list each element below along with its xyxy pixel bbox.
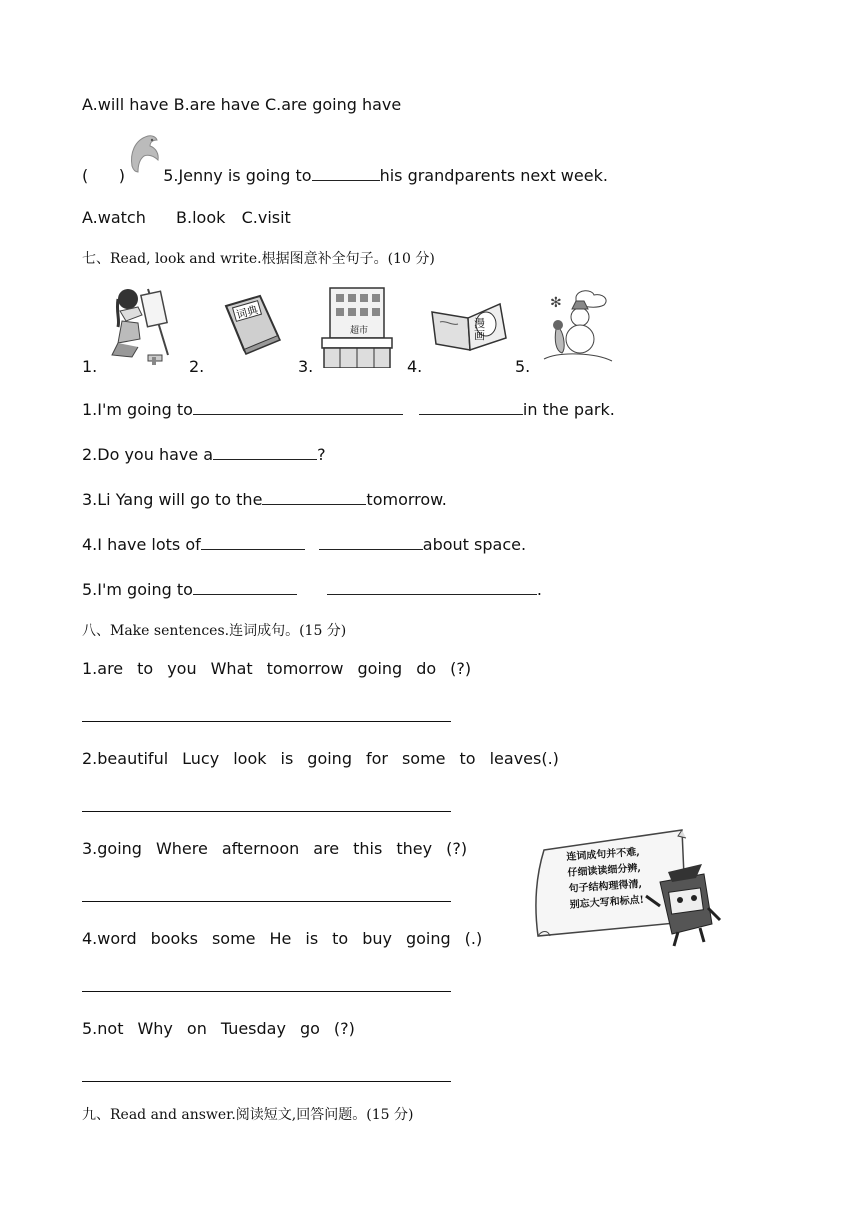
s7-4-blank-a[interactable] [201, 535, 305, 550]
s7-5-after: . [536, 580, 542, 599]
word-token: Tuesday [220, 1019, 286, 1038]
q5-option-b: B.look [176, 208, 226, 227]
pic-label-3: 3. [298, 357, 314, 376]
s7-5-blank-b[interactable] [327, 580, 537, 595]
word-token: What [210, 659, 253, 678]
comic-label: 漫画 [474, 317, 485, 342]
q5-options [82, 208, 291, 227]
snowman-icon [540, 287, 614, 367]
word-token: this [353, 839, 383, 858]
s8-answer-line-2[interactable] [82, 811, 451, 812]
q4-options: A.will have B.are have C.are going have [82, 95, 402, 114]
question-5 [82, 166, 608, 185]
s7-5-before: 5.I'm going to [82, 580, 193, 599]
word-token: for [365, 749, 388, 768]
word-token: some [211, 929, 256, 948]
word-token: to [332, 929, 349, 948]
s7-sentence-4 [82, 535, 526, 554]
word-token: buy [362, 929, 392, 948]
dictionary-label: 词典 [234, 303, 260, 322]
word-token: (.) [464, 929, 483, 948]
q5-option-a: A.watch [82, 208, 146, 227]
s7-3-after: tomorrow. [366, 490, 447, 509]
s7-4-blank-b[interactable] [319, 535, 423, 550]
word-token: Why [137, 1019, 173, 1038]
svg-text:✻: ✻ [550, 295, 562, 311]
word-token: on [186, 1019, 207, 1038]
s7-3-blank[interactable] [262, 490, 366, 505]
word-token: going [405, 929, 451, 948]
word-token: are [313, 839, 340, 858]
s7-2-before: 2.Do you have a [82, 445, 214, 464]
s8-answer-line-4[interactable] [82, 991, 451, 992]
pic-label-4: 4. [407, 357, 423, 376]
word-token: Where [155, 839, 208, 858]
q5-text-before: 5.Jenny is going to [163, 166, 312, 185]
s8-answer-line-3[interactable] [82, 901, 451, 902]
s8-item-3 [82, 839, 481, 858]
s7-sentence-2 [82, 445, 326, 464]
word-token: to [459, 749, 476, 768]
word-token: they [396, 839, 433, 858]
pic-label-2: 2. [189, 357, 205, 376]
word-token: He [269, 929, 292, 948]
s7-sentence-3 [82, 490, 447, 509]
answer-paren[interactable]: ( ) [82, 166, 125, 185]
s7-4-after: about space. [422, 535, 527, 554]
girl-drawing-icon [108, 285, 174, 367]
word-token: tomorrow [266, 659, 344, 678]
word-token: (?) [333, 1019, 355, 1038]
word-token: 4.word [82, 929, 137, 948]
s7-sentence-1 [82, 400, 615, 419]
word-token: afternoon [221, 839, 300, 858]
word-token: going [307, 749, 352, 768]
s8-item-5 [82, 1019, 369, 1038]
tip-line-2: 仔细读读细分辨, [567, 862, 642, 879]
s7-2-after: ? [317, 445, 326, 464]
word-token: go [299, 1019, 320, 1038]
section-8-title: 八、Make sentences.连词成句。(15 分) [82, 623, 347, 639]
word-token: (?) [446, 839, 468, 858]
word-token: (?) [450, 659, 472, 678]
word-token: leaves(.) [489, 749, 559, 768]
s8-item-4 [82, 929, 496, 948]
word-token: 2.beautiful [82, 749, 169, 768]
s7-5-blank-a[interactable] [193, 580, 297, 595]
s7-sentence-5 [82, 580, 542, 599]
word-token: look [233, 749, 267, 768]
word-token: do [416, 659, 437, 678]
section-9-title: 九、Read and answer.阅读短文,回答问题。(15 分) [82, 1107, 414, 1123]
tip-card-text [566, 842, 682, 914]
s7-1-after: in the park. [522, 400, 615, 419]
s7-4-before: 4.I have lots of [82, 535, 201, 554]
q5-text-after: his grandparents next week. [379, 166, 608, 185]
tip-line-4: 别忘大写和标点! [569, 894, 645, 911]
pic-label-5: 5. [515, 357, 531, 376]
s7-2-blank[interactable] [213, 445, 317, 460]
word-token: books [150, 929, 198, 948]
s8-answer-line-1[interactable] [82, 721, 451, 722]
word-token: 3.going [82, 839, 142, 858]
tip-line-1: 连词成句并不难, [566, 846, 641, 863]
s7-1-before: 1.I'm going to [82, 400, 193, 419]
supermarket-label: 超市 [350, 326, 369, 336]
word-token: is [280, 749, 294, 768]
s8-item-1 [82, 659, 485, 678]
pic-label-1: 1. [82, 357, 98, 376]
word-token: Lucy [182, 749, 220, 768]
word-token: is [305, 929, 319, 948]
word-token: 5.not [82, 1019, 124, 1038]
word-token: to [137, 659, 154, 678]
word-token: 1.are [82, 659, 124, 678]
q5-blank[interactable] [312, 166, 380, 181]
tip-line-3: 句子结构理得清, [568, 878, 643, 895]
q5-option-c: C.visit [241, 208, 291, 227]
word-token: going [357, 659, 403, 678]
comic-book-icon [430, 300, 508, 354]
s8-item-2 [82, 749, 573, 768]
s7-1-blank-a[interactable] [193, 400, 403, 415]
word-token: you [167, 659, 197, 678]
section-7-title: 七、Read, look and write.根据图意补全句子。(10 分) [82, 251, 435, 267]
s8-answer-line-5[interactable] [82, 1081, 451, 1082]
word-token: some [401, 749, 446, 768]
s7-3-before: 3.Li Yang will go to the [82, 490, 263, 509]
s7-1-blank-b[interactable] [419, 400, 523, 415]
